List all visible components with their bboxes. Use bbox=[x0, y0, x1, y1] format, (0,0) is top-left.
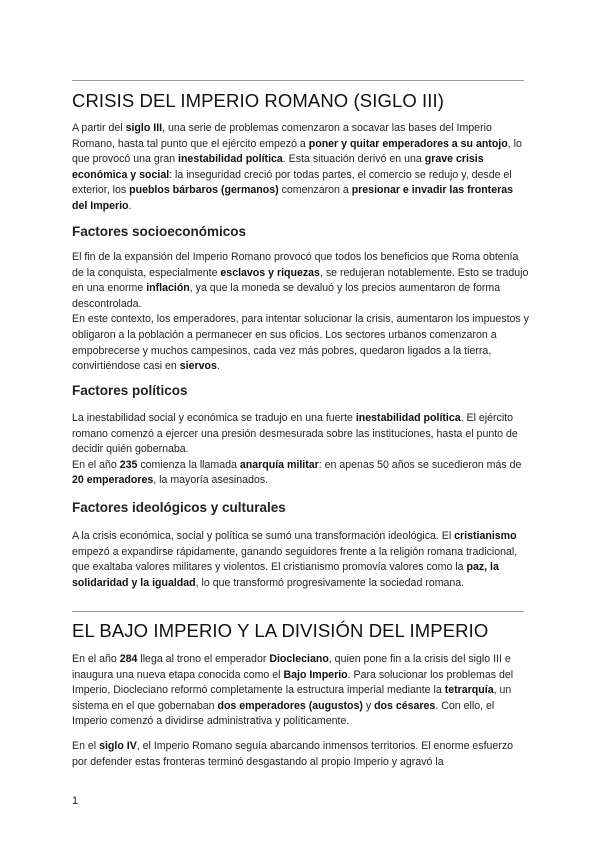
paragraph-socioeconomic: El fin de la expansión del Imperio Romano provocó que todos los beneficios que Roma obtenía de la conquista, especialmente esclavos y riquezas, se redujeran notablemente. Esto se tradujo en una enorme inflación, ya que la moneda se devaluó y los precios aumentaron de forma descontrolada. En este contexto, los emperadores, para intentar solucionar la crisis, aumentaron los impuestos y obligaron a la población a permanecer en sus oficios. Los sectores urbanos comenzaron a empobrecerse y muchos campesinos, cada vez más pobres, quedaron ligados a la tierra, convirtiéndose casi en siervos. bbox=[72, 251, 529, 373]
bold-term: Bajo Imperio bbox=[283, 668, 348, 681]
bold-term: siervos bbox=[179, 360, 217, 373]
bold-term: 20 emperadores bbox=[72, 474, 154, 487]
bold-term: presionar e invadir las fronteras del Imperio bbox=[72, 184, 514, 212]
bold-term: 284 bbox=[119, 653, 138, 665]
page-number: 1 bbox=[72, 795, 79, 807]
bold-term: grave crisis económica y social bbox=[72, 153, 484, 181]
paragraph-political: La inestabilidad social y económica se tradujo en una fuerte inestabilidad política. El ejército romano comenzó a ejercer una presión desmesurada sobre las instituciones, hasta el punto de decidir quién gobernaba. En el año 235 comienza la llamada anarquía militar: en apenas 50 años se sucedieron más de 20 emperadores, la mayoría asesinados. bbox=[72, 412, 522, 487]
section-title-bajo-imperio: EL BAJO IMPERIO Y LA DIVISIÓN DEL IMPERIO bbox=[72, 620, 489, 641]
bold-term: inestabilidad política bbox=[355, 412, 461, 424]
paragraph-intro: A partir del siglo III, una serie de problemas comenzaron a socavar las bases del Imperio Romano, hasta tal punto que el ejército empezó a poner y quitar emperadores a su antojo, lo que provocó una gran inestabilidad política. Esta situación derivó en una grave crisis económica y social: la inseguridad creció por todas partes, el comercio se redujo y, desde el exterior, los pueblos bárbaros (germanos) comenzaron a presionar e invadir las fronteras del Imperio. bbox=[72, 122, 522, 212]
bold-term: cristianismo bbox=[454, 530, 517, 542]
heading-political: Factores políticos bbox=[72, 383, 188, 398]
paragraph-bajo-imperio: En el año 284 llega al trono el emperador Diocleciano, quien pone fin a la crisis del siglo III e inaugura una nueva etapa conocida como el Bajo Imperio. Para solucionar los problemas del Imperio, Diocleciano reformó completamente la estructura imperial mediante la tetrarquía, un sistema en el que gobernaban dos emperadores (augustos) y dos césares. Con ello, el Imperio comenzó a dividirse administrativa y políticamente. bbox=[72, 653, 514, 728]
bold-term: Diocleciano bbox=[269, 653, 329, 665]
heading-ideological: Factores ideológicos y culturales bbox=[72, 500, 286, 515]
bold-term: siglo III bbox=[125, 122, 163, 134]
bold-term: poner y quitar emperadores a su antojo bbox=[308, 137, 508, 150]
paragraph-siglo-iv: En el siglo IV, el Imperio Romano seguía abarcando inmensos territorios. El enorme esfuerzo por defender estas fronteras terminó desgastando al propio Imperio y agravó la bbox=[72, 740, 514, 768]
bold-term: 235 bbox=[119, 458, 138, 471]
bold-term: paz, la solidaridad y la igualdad bbox=[72, 561, 499, 589]
top-rule bbox=[72, 80, 524, 81]
bold-term: anarquía militar bbox=[239, 458, 319, 471]
bold-term: inflación bbox=[146, 282, 190, 295]
bold-term: pueblos bárbaros (germanos) bbox=[129, 184, 279, 197]
bold-term: inestabilidad política bbox=[178, 153, 283, 166]
bold-term: siglo IV bbox=[99, 740, 137, 752]
bold-term: esclavos y riquezas bbox=[220, 266, 320, 279]
bold-term: dos emperadores (augustos) bbox=[217, 699, 363, 712]
section-rule bbox=[72, 611, 524, 612]
bold-term: tetrarquía bbox=[444, 684, 494, 697]
section-title-crisis: CRISIS DEL IMPERIO ROMANO (SIGLO III) bbox=[72, 90, 445, 111]
paragraph-ideological: A la crisis económica, social y política se sumó una transformación ideológica. El cristianismo empezó a expandirse rápidamente, ganando seguidores frente a la religión romana tradicional, que exaltaba valores militares y violentos. El cristianismo promovía valores como la paz, la solidaridad y la igualdad, lo que transformó progresivamente la sociedad romana. bbox=[72, 530, 518, 589]
bold-term: dos césares bbox=[374, 699, 436, 712]
heading-socioeconomic: Factores socioeconómicos bbox=[72, 224, 247, 239]
